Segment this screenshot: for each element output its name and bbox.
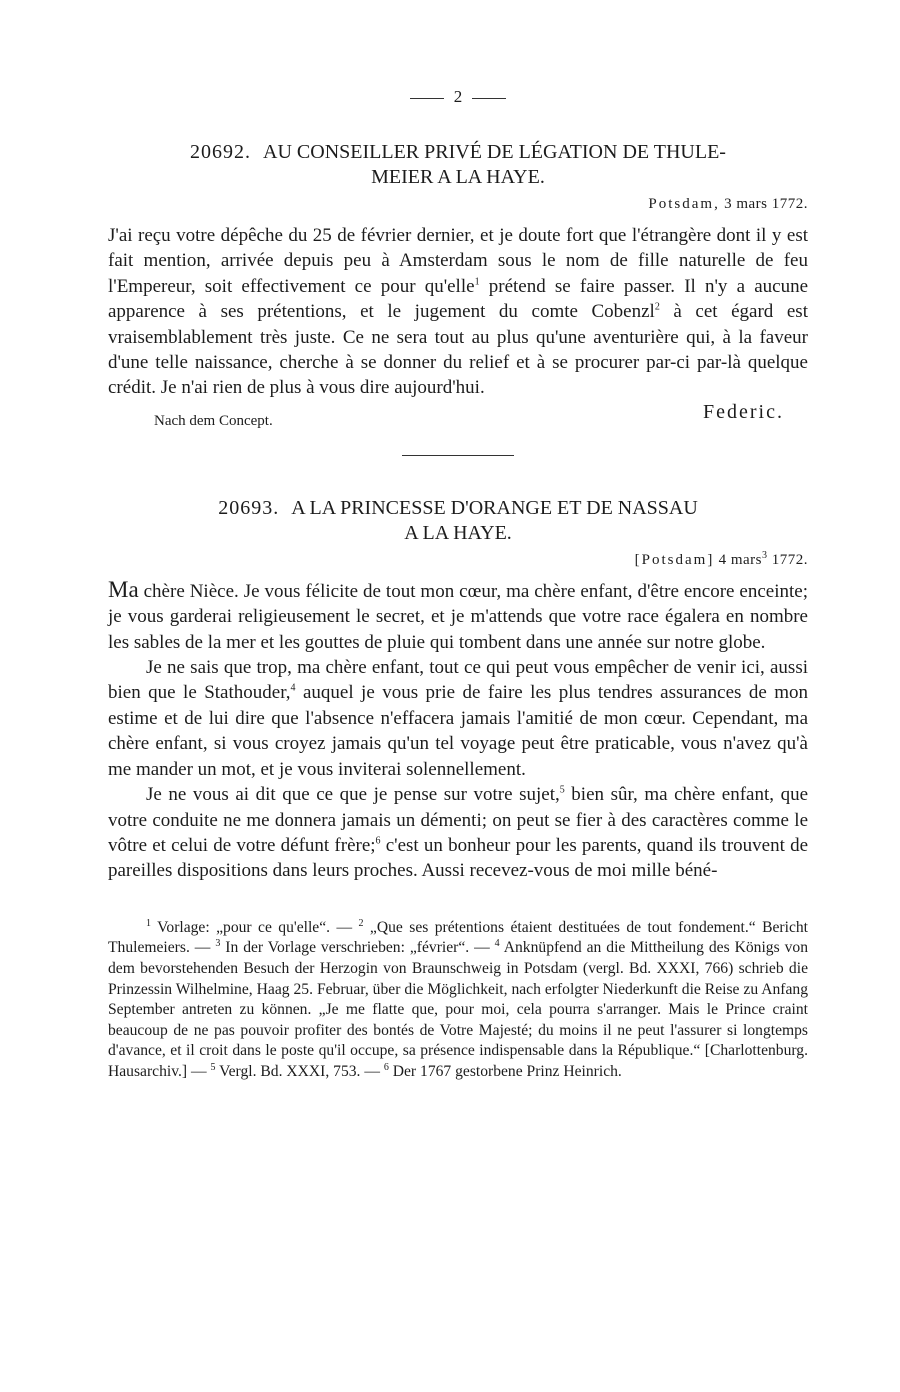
footnote-text: Vorlage: „pour ce qu'elle“. — [151,918,359,936]
page [108,84,808,1082]
footnote-block [108,918,808,1083]
folio-rule-left [410,98,444,99]
footnote-ref: 1 [474,276,480,288]
closing [108,401,808,437]
text: c'est un bonheur pour les parents, quand ils trouvent de pareilles dispositions dans leurs proches. Aussi recevez-vous de moi mille béné- [108,834,808,882]
text: Je ne vous ai dit que ce que je pense sur votre sujet, [146,784,560,806]
letter-heading [108,496,808,546]
footnote-text: „Que ses prétentions étaient destituées de tout fondement.“ Bericht Thulemeiers. — [108,918,809,957]
text: J'ai reçu votre dépêche du 25 de février dernier, et je doute fort que l'étrangère dont il y est fait mention, arrivée depuis peu à Amsterdam sous le nom de fille naturelle de feu l'Empereur, soit effectivement ce pour qu'elle [108,225,808,297]
heading-line-1: AU CONSEILLER PRIVÉ DE LÉGATION DE THULE- [263,141,726,163]
text: auquel je vous prie de faire les plus tendres assurances de mon estime et de lui dire que l'absence n'effacera jamais l'amitié de mon cœur. Cependant, ma chère enfant, si vous croyez jamais qu'un tel voyage peut être praticable, vous n'avez qu'à me mander un mot, et je vous inviterai solennellement. [108,682,808,780]
footnote-text: In der Vorlage verschrieben: „février“. — [220,939,495,957]
footnote-text: Anknüpfend an die Mittheilung des Königs von dem bevorstehenden Besuch der Herzogin von Braunschweig in Potsdam (vergl. Bd. XXXI, 766) schrieb die Prinzessin Wilhelmine, Haag 25. Februar, über die Möglichkeit, nach erfolgter Niederkunft die Reise zu Anfang September antreten zu können. „Je me flatte que, pour moi, cela pourra s'arranger. Mais le Prince craint beaucoup de ne pas pouvoir profiter des bontés de Votre Majesté; du moins il ne peut l'assurer si longtemps d'avance, et il croit dans le poste qu'il occupe, sa présence indispensable dans la République.“ [Charlottenburg. Hausarchiv.] — [108,939,808,1080]
page-number: 2 [453,87,463,106]
salutation-initial: Ma [108,576,139,602]
letter-body [108,577,808,884]
text: bien sûr, ma chère enfant, que votre conduite ne me donnera jamais un démenti; on peut se fier à des caractères comme le vôtre et celui de votre défunt frère; [108,784,808,856]
date: 4 mars [718,551,762,568]
letter-body [108,223,808,401]
heading-line-1: A LA PRINCESSE D'ORANGE ET DE NASSAU [291,496,698,519]
footnote-ref: 3 [762,549,768,561]
folio [108,84,808,110]
text: chère Nièce. Je vous félicite de tout mon cœur, ma chère enfant, d'être encore enceinte; je vous garderai religieusement le secret, et je m'attends que votre race égalera en nombre les sables de la mer et les gouttes de pluie qui tombent dans une année sur notre globe. [108,580,808,653]
footnote-text: Der 1767 gestorbene Prinz Heinrich. [388,1062,622,1080]
place: [Potsdam] [634,551,715,568]
section-divider [402,455,514,456]
paragraph [108,782,808,884]
footnote-number: 5 [210,1061,216,1073]
footnote-number: 1 [146,917,151,929]
paragraph [108,223,808,401]
letter-20693 [108,496,808,884]
date-year: 1772. [767,551,808,568]
text: prétend se faire passer. Il n'y a aucune apparence à ses prétentions, et le jugement du comte Cobenzl [108,275,809,323]
text: à cet égard est vraisemblablement très juste. Ce ne sera tout au plus qu'une aventurière qui, à la faveur d'une telle naissance, cherche à se donner du relief et à se procurer par-ci par-là quelque crédit. Je n'ai rien de plus à vous dire aujourd'hui. [108,301,808,399]
letter-heading [108,140,808,190]
letter-20692 [108,140,808,437]
footnote-number: 3 [215,938,221,950]
date: 3 mars 1772. [724,196,808,212]
letter-number: 20692. [190,141,252,163]
footnote-ref: 2 [654,301,660,313]
footnotes [108,918,808,1083]
folio-rule-right [472,98,506,99]
place-date [108,549,808,571]
footnote-number: 4 [494,938,500,950]
footnote-number: 6 [383,1061,389,1073]
footnote-ref: 5 [559,784,565,796]
paragraph [108,655,808,782]
signature: Federic. [703,400,784,423]
text: Je ne sais que trop, ma chère enfant, tout ce qui peut vous empêcher de venir ici, aussi bien que le Stathouder, [108,657,808,704]
paragraph [108,577,808,655]
footnote-ref: 4 [290,683,296,695]
place-date [108,193,808,215]
footnote-text: Vergl. Bd. XXXI, 753. — [215,1062,384,1080]
source-note: Nach dem Concept. [154,412,273,429]
heading-line-2: MEIER A LA HAYE. [371,166,545,188]
footnote-ref: 6 [375,835,381,847]
heading-line-2: A LA HAYE. [404,521,512,544]
footnote-number: 2 [358,917,364,929]
place: Potsdam, [648,196,720,212]
letter-number: 20693. [218,496,280,519]
